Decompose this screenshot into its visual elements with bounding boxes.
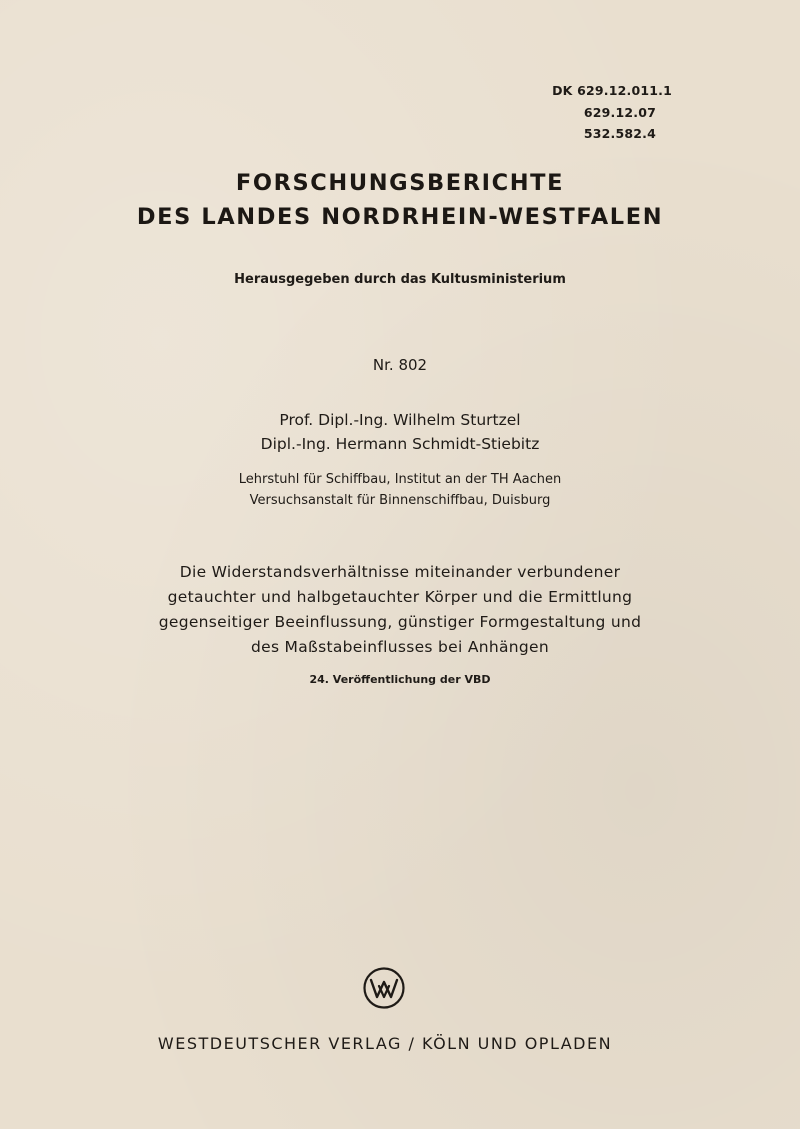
series-title-line: FORSCHUNGSBERICHTE — [235, 170, 565, 196]
affiliations — [0, 469, 800, 511]
wv-logo-icon — [362, 966, 406, 1010]
author-name: Dipl.-Ing. Hermann Schmidt-Stiebitz — [260, 435, 540, 453]
report-title-line: gegenseitiger Beeinflussung, günstiger Formgestaltung und — [158, 613, 642, 631]
publisher-footer: WESTDEUTSCHER VERLAG / KÖLN UND OPLADEN — [157, 1034, 613, 1053]
report-title-line: des Maßstabeinflusses bei Anhängen — [250, 638, 550, 656]
publisher-line: Herausgegeben durch das Kultusministerium — [234, 272, 566, 287]
affiliation: Versuchsanstalt für Binnenschiffbau, Duisburg — [249, 493, 551, 508]
series-title — [0, 166, 800, 234]
classification-code: DK 629.12.011.1 — [552, 83, 672, 98]
classification-codes — [552, 80, 672, 145]
publication-note: 24. Veröffentlichung der VBD — [309, 673, 491, 686]
classification-code: 532.582.4 — [583, 126, 656, 141]
report-title-line: getauchter und halbgetauchter Körper und die Ermittlung — [167, 588, 633, 606]
classification-code: 629.12.07 — [583, 104, 656, 120]
report-title-line: Die Widerstandsverhältnisse miteinander verbundener — [179, 563, 621, 581]
report-title — [130, 560, 670, 660]
series-title-line: DES LANDES NORDRHEIN-WESTFALEN — [136, 204, 664, 230]
authors — [0, 408, 800, 456]
affiliation: Lehrstuhl für Schiffbau, Institut an der TH Aachen — [238, 472, 562, 487]
report-number: Nr. 802 — [372, 356, 428, 374]
author-name: Prof. Dipl.-Ing. Wilhelm Sturtzel — [279, 411, 521, 429]
